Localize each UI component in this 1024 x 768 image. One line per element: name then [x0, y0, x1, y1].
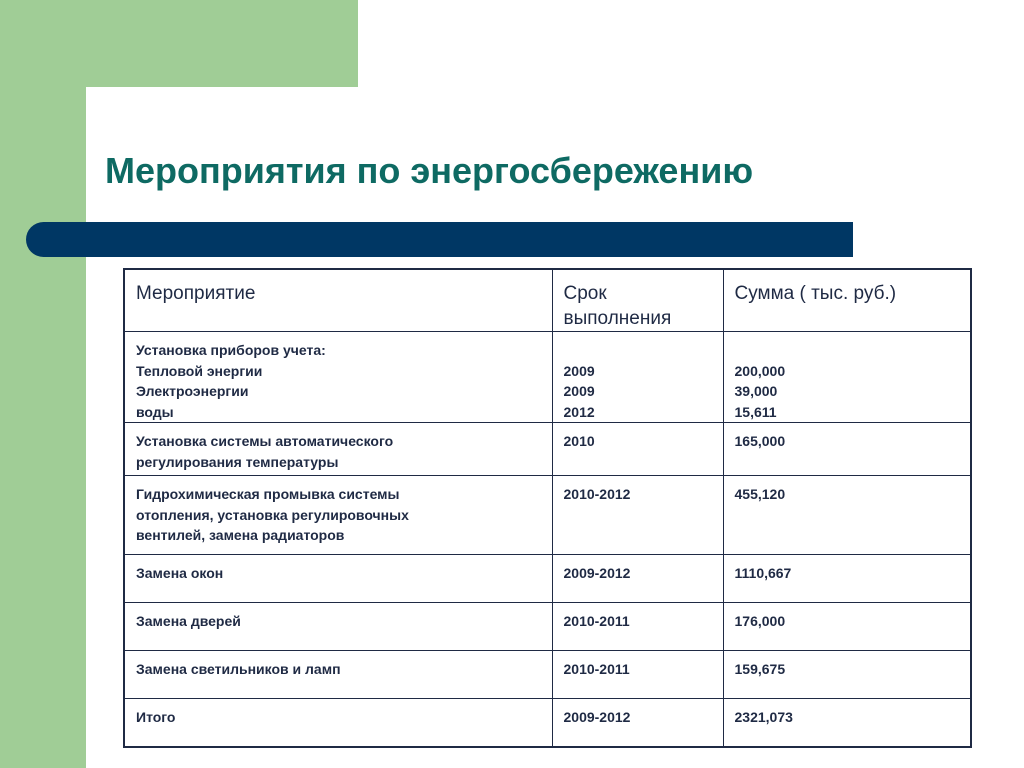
sum-value: 15,611 [734, 403, 777, 420]
event-line: Гидрохимическая промывка системы [136, 486, 400, 502]
header-period [552, 269, 723, 332]
sum-value: 39,000 [734, 383, 778, 399]
table-row [124, 603, 971, 651]
event-cell [124, 476, 552, 555]
event-line: вентилей, замена радиаторов [136, 527, 345, 543]
sum-cell: 1110,667 [723, 555, 971, 603]
sum-cell: 159,675 [723, 651, 971, 699]
sum-cell: 2321,073 [723, 699, 971, 747]
table-row [124, 555, 971, 603]
period-value: 2012 [563, 403, 595, 420]
sum-cell: 165,000 [723, 423, 971, 476]
title-underline-bar [26, 222, 853, 257]
event-cell [124, 332, 552, 423]
header-event: Мероприятие [124, 269, 552, 332]
event-line: отопления, установка регулировочных [136, 506, 409, 523]
event-cell: Замена светильников и ламп [124, 651, 552, 699]
event-cell: Замена дверей [124, 603, 552, 651]
period-cell [552, 332, 723, 423]
energy-saving-table [123, 268, 972, 748]
green-side-strip [0, 0, 86, 768]
event-line: Установка приборов учета: [136, 342, 326, 358]
event-cell [124, 423, 552, 476]
sum-cell: 176,000 [723, 603, 971, 651]
slide-title: Мероприятия по энергосбережению [105, 150, 754, 191]
event-line: Электроэнергии [136, 383, 249, 399]
event-line: Тепловой энергии [136, 362, 263, 379]
header-sum: Сумма ( тыс. руб.) [723, 269, 971, 332]
table-row [124, 651, 971, 699]
event-line: воды [136, 403, 174, 420]
table-row-total [124, 699, 971, 747]
sum-cell: 455,120 [723, 476, 971, 555]
event-line: Установка системы автоматического [136, 433, 394, 449]
period-value: 2009 [563, 362, 595, 379]
header-period-line1: Срок [563, 283, 607, 304]
period-cell: 2010-2011 [552, 603, 723, 651]
event-cell: Замена окон [124, 555, 552, 603]
period-cell: 2010 [552, 423, 723, 476]
sum-value: 200,000 [734, 362, 786, 379]
table-header-row [124, 269, 971, 332]
table-row [124, 332, 971, 423]
header-period-line2: выполнения [563, 308, 672, 329]
event-cell: Итого [124, 699, 552, 747]
table-container [123, 268, 972, 748]
period-value: 2009 [563, 383, 595, 399]
table-row [124, 476, 971, 555]
period-cell: 2009-2012 [552, 555, 723, 603]
period-cell: 2010-2012 [552, 476, 723, 555]
period-cell: 2010-2011 [552, 651, 723, 699]
table-row [124, 423, 971, 476]
green-top-block [0, 0, 358, 87]
period-cell: 2009-2012 [552, 699, 723, 747]
event-line: регулирования температуры [136, 453, 339, 470]
sum-cell [723, 332, 971, 423]
